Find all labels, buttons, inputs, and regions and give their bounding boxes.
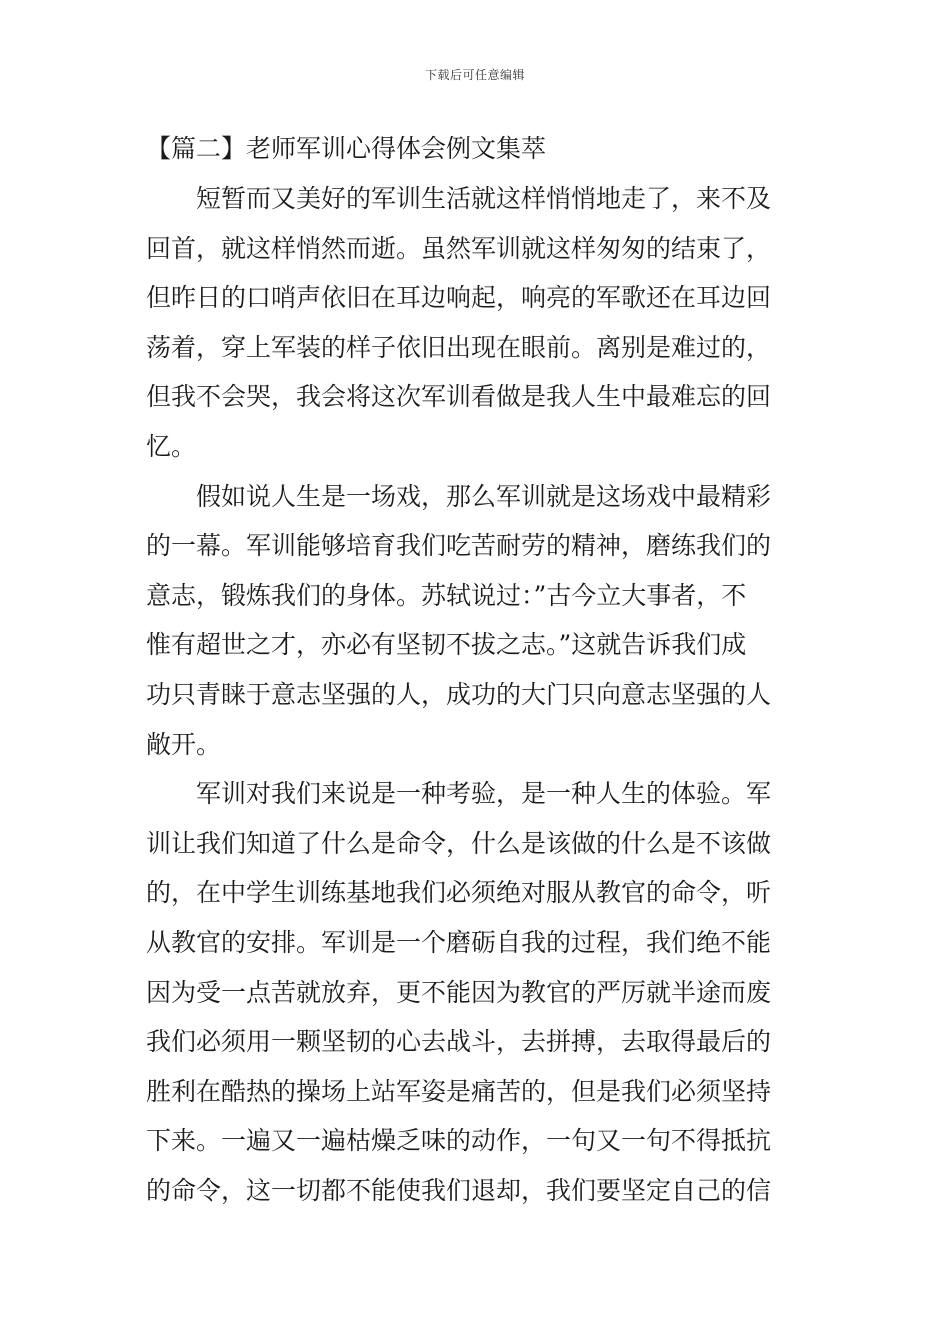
paragraph-line: 的命令，这一切都不能使我们退却，我们要坚定自己的信: [146, 1175, 772, 1205]
paragraph-line: 训让我们知道了什么是命令，什么是该做的什么是不该做: [146, 828, 772, 858]
paragraph-line: 意志，锻炼我们的身体。苏轼说过：”古今立大事者，不: [146, 580, 747, 610]
paragraph: [146, 174, 806, 472]
paragraph-line: 回首，就这样悄然而逝。虽然军训就这样匆匆的结束了，: [146, 233, 772, 263]
paragraph-line: 军训对我们来说是一种考验，是一种人生的体验。军: [196, 779, 772, 809]
page-header: 下载后可任意编辑: [424, 68, 525, 82]
paragraph-line: 惟有超世之才，亦必有坚韧不拔之志。”这就告诉我们成: [146, 630, 747, 660]
paragraph-line: 我们必须用一颗坚韧的心去战斗，去拼搏，去取得最后的: [146, 1027, 772, 1057]
paragraph-line: 但我不会哭，我会将这次军训看做是我人生中最难忘的回: [146, 382, 772, 412]
paragraph: [146, 472, 806, 770]
paragraph-line: 但昨日的口哨声依旧在耳边响起，响亮的军歌还在耳边回: [146, 283, 772, 313]
paragraph-line: 胜利在酷热的操场上站军姿是痛苦的，但是我们必须坚持: [146, 1076, 772, 1106]
document-body: [146, 124, 806, 1215]
paragraph-line: 敞开。: [146, 729, 222, 759]
paragraph-line: 下来。一遍又一遍枯燥乏味的动作，一句又一句不得抵抗: [146, 1126, 772, 1156]
paragraph-line: 荡着，穿上军装的样子依旧出现在眼前。离别是难过的，: [146, 332, 772, 362]
paragraph-line: 的，在中学生训练基地我们必须绝对服从教官的命令，听: [146, 878, 772, 908]
paragraph-line: 假如说人生是一场戏，那么军训就是这场戏中最精彩: [196, 481, 772, 511]
paragraph-line: 忆。: [146, 431, 197, 461]
paragraph-line: 从教官的安排。军训是一个磨砺自我的过程，我们绝不能: [146, 927, 772, 957]
paragraph: [146, 769, 806, 1215]
paragraph-line: 短暂而又美好的军训生活就这样悄悄地走了，来不及: [196, 184, 772, 213]
paragraph-line: 因为受一点苦就放弃，更不能因为教官的严厉就半途而废: [146, 977, 772, 1007]
paragraph-line: 的一幕。军训能够培育我们吃苦耐劳的精神，磨练我们的: [146, 531, 772, 561]
section-heading: 【篇二】老师军训心得体会例文集萃: [146, 134, 547, 163]
paragraph-line: 功只青睐于意志坚强的人，成功的大门只向意志坚强的人: [146, 679, 772, 709]
